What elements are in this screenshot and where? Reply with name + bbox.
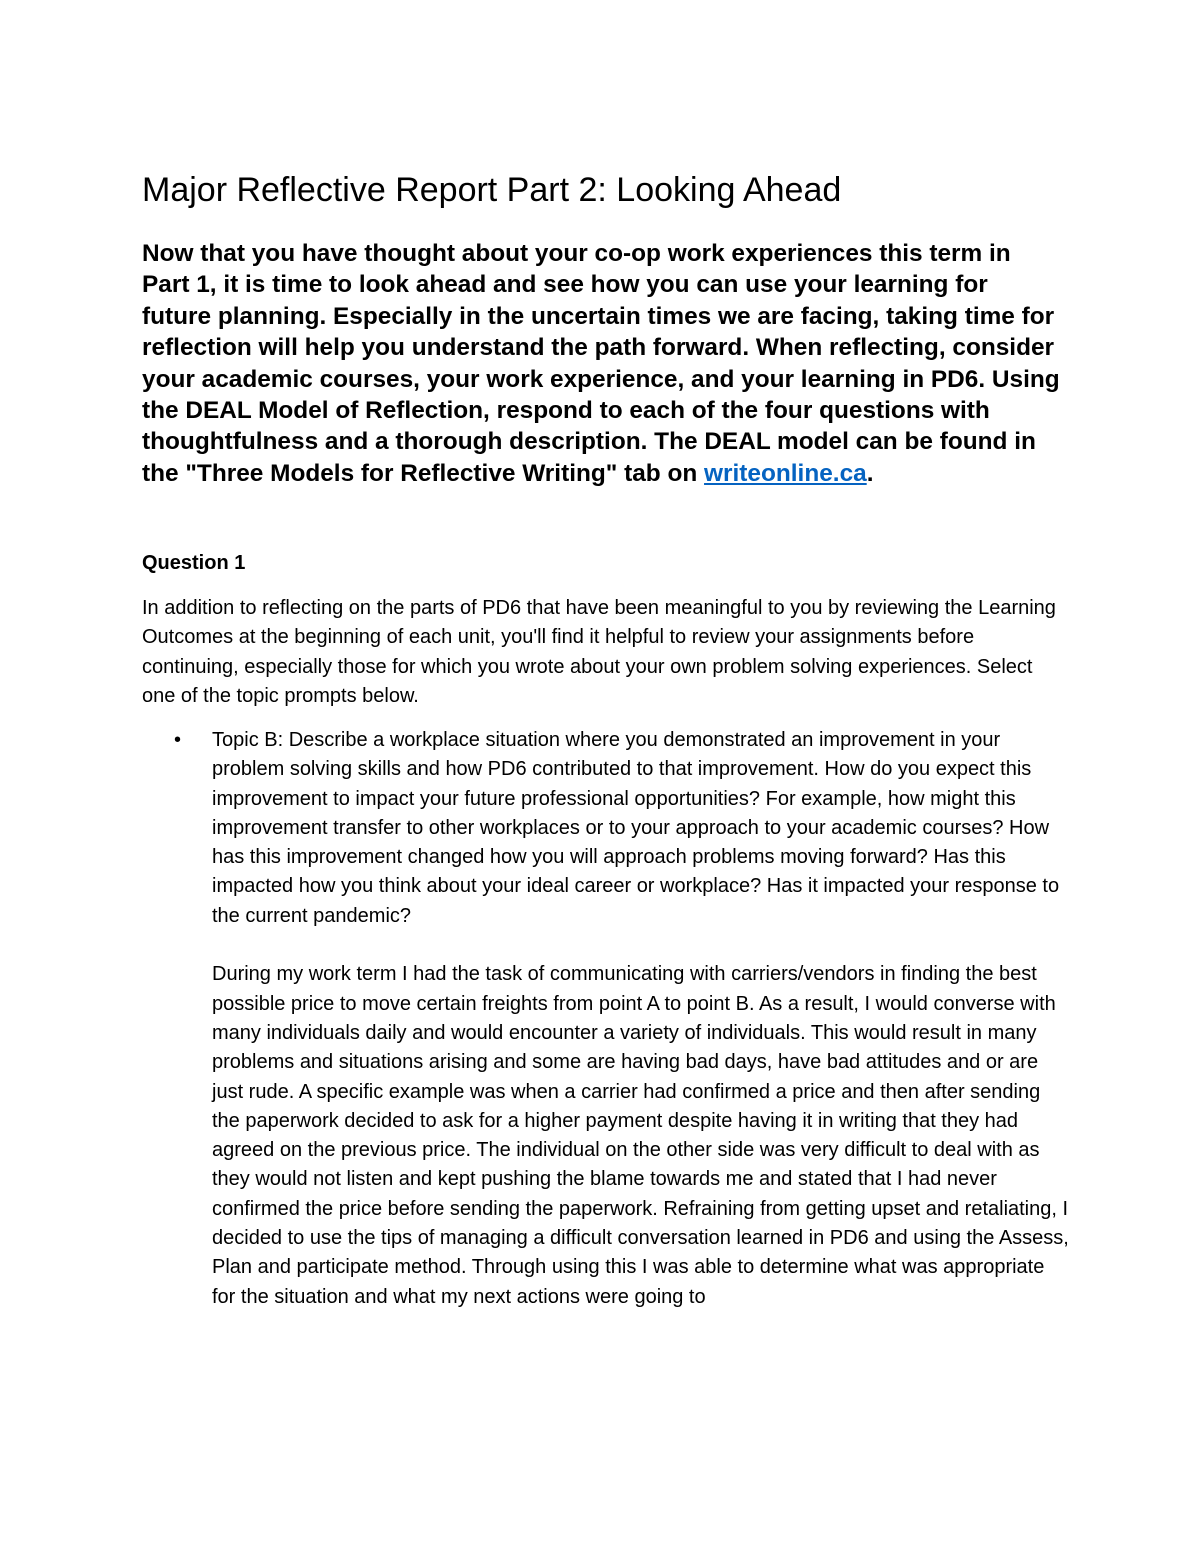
question-1-body: In addition to reflecting on the parts of PD6 that have been meaningful to you by reviewing the Learning Outcomes at the beginning of each unit, you'll find it helpful to review your assignments before continuing, especially those for which you wrote about your own problem solving experiences. Select one of the topic prompts below. (142, 597, 1056, 707)
list-item (142, 726, 1072, 1312)
intro-text: Now that you have thought about your co-op work experiences this term in Part 1, it is time to look ahead and see how you can use your learning for future planning. Especially in the uncertain times we are facing, taking time for reflection will help you understand the path forward. When reflecting, consider your academic courses, your work experience, and your learning in PD6. Using the DEAL Model of Reflection, respond to each of the four questions with thoughtfulness and a thorough description. The DEAL model can be found in the "Three Models for Reflective Writing" tab on (142, 240, 1060, 487)
document-title: Major Reflective Report Part 2: Looking Ahead (142, 171, 842, 209)
topic-b-prompt: Topic B: Describe a workplace situation where you demonstrated an improvement in your problem solving skills and how PD6 contributed to that improvement. How do you expect this improvement to impact your future professional opportunities? For example, how might this improvement transfer to other workplaces or to your approach to your academic courses? How has this improvement changed how you will approach problems moving forward? Has this impacted how you think about your ideal career or workplace? Has it impacted your response to the current pandemic? (212, 729, 1060, 927)
question-1-heading: Question 1 (142, 552, 246, 574)
topic-list (142, 726, 1072, 1312)
intro-paragraph (142, 238, 1062, 489)
bullet-icon: • (174, 729, 182, 751)
intro-end: . (866, 459, 874, 487)
answer-paragraph: During my work term I had the task of communicating with carriers/vendors in finding the best possible price to move certain freights from point A to point B. As a result, I would converse with many individuals daily and would encounter a variety of individuals. This would result in many problems and situations arising and some are having bad days, have bad attitudes and or are just rude. A specific example was when a carrier had confirmed a price and then after sending the paperwork decided to ask for a higher payment despite having it in writing that they had agreed on the previous price. The individual on the other side was very difficult to deal with as they would not listen and kept pushing the blame towards me and stated that I had never confirmed the price before sending the paperwork. Refraining from getting upset and retaliating, I decided to use the tips of managing a difficult conversation learned in PD6 and using the Assess, Plan and participate method. Through using this I was able to determine what was appropriate for the situation and what my next actions were going to (212, 963, 1069, 1308)
writeonline-link[interactable]: writeonline.ca (704, 459, 867, 487)
